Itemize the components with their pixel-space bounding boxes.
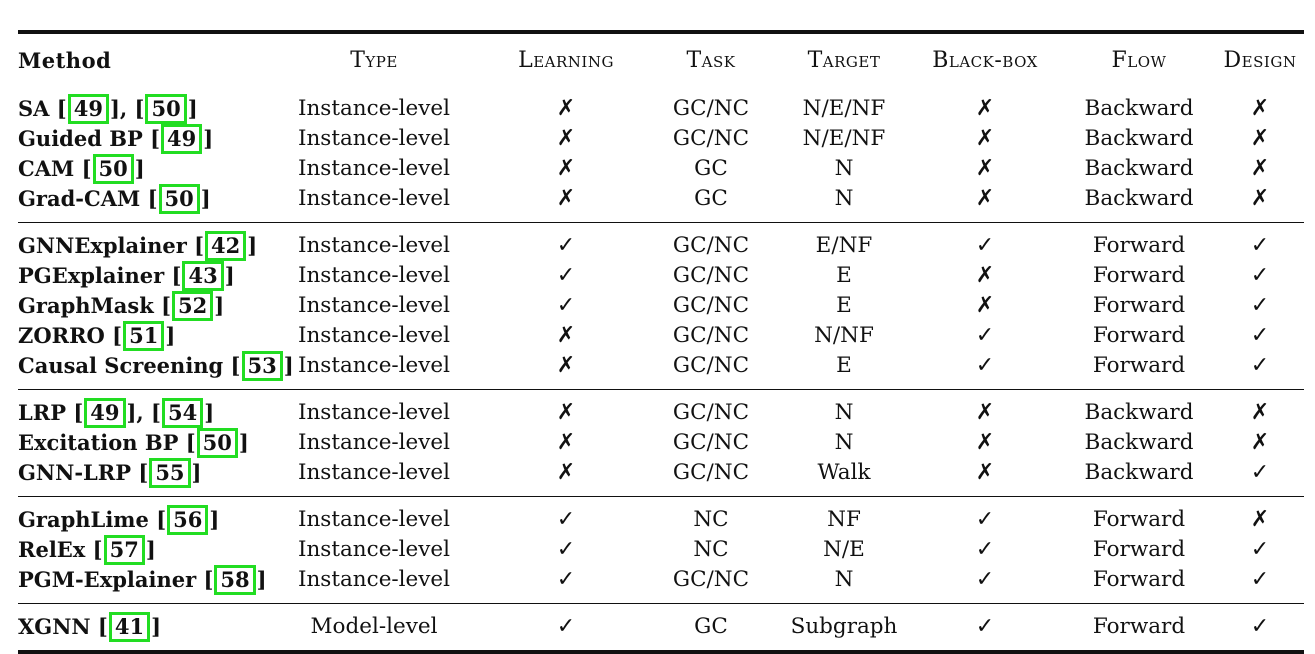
method-cell: LRP [ 49 ], [ 54 ] [18, 390, 258, 429]
methods-comparison-table [18, 30, 1304, 654]
method-name: CAM [18, 156, 75, 181]
flow-cell: Forward [1092, 323, 1186, 349]
method-name: PGM-Explainer [18, 567, 197, 592]
task-cell: GC/NC [672, 263, 750, 289]
type-cell: Instance-level [297, 353, 451, 379]
type-cell: Instance-level [297, 567, 451, 593]
citation-link[interactable]: 52 [172, 291, 213, 321]
method-name: Grad-CAM [18, 186, 141, 211]
flow-cell: Forward [1092, 614, 1186, 640]
blackbox-cell: ✗ [975, 186, 995, 212]
header-method: Method [18, 47, 112, 73]
methods-comparison-table-container [18, 30, 1304, 654]
method-name: GNN-LRP [18, 460, 132, 485]
design-cell: ✓ [1250, 567, 1270, 593]
task-cell: GC/NC [672, 460, 750, 486]
blackbox-cell: ✗ [975, 293, 995, 319]
citation-link[interactable]: 49 [161, 124, 202, 154]
type-cell: Instance-level [297, 156, 451, 182]
method-cell: Excitation BP [ 50 ] [18, 428, 258, 458]
header-type: Type [350, 47, 398, 73]
learning-cell: ✓ [556, 537, 576, 563]
method-name: XGNN [18, 614, 91, 639]
table-row [18, 154, 1304, 184]
method-cell: SA [ 49 ], [ 50 ] [18, 86, 258, 124]
learning-cell: ✗ [556, 323, 576, 349]
flow-cell: Forward [1092, 567, 1186, 593]
type-cell: Instance-level [297, 507, 451, 533]
table-row [18, 390, 1304, 429]
method-cell: XGNN [ 41 ] [18, 604, 258, 653]
learning-cell: ✓ [556, 507, 576, 533]
design-cell: ✓ [1250, 323, 1270, 349]
flow-cell: Backward [1084, 460, 1194, 486]
type-cell: Model-level [310, 614, 438, 640]
table-row [18, 428, 1304, 458]
method-name: ZORRO [18, 323, 105, 348]
flow-cell: Forward [1092, 507, 1186, 533]
method-name: GraphMask [18, 293, 154, 318]
method-cell: RelEx [ 57 ] [18, 535, 258, 565]
citation-link[interactable]: 53 [242, 351, 283, 381]
design-cell: ✗ [1250, 156, 1270, 182]
header-design: Design [1223, 47, 1297, 73]
table-row [18, 535, 1304, 565]
method-cell: ZORRO [ 51 ] [18, 321, 258, 351]
design-cell: ✗ [1250, 400, 1270, 426]
blackbox-cell: ✗ [975, 263, 995, 289]
design-cell: ✓ [1250, 263, 1270, 289]
blackbox-cell: ✗ [975, 460, 995, 486]
blackbox-cell: ✗ [975, 430, 995, 456]
method-cell: Grad-CAM [ 50 ] [18, 184, 258, 223]
design-cell: ✗ [1250, 430, 1270, 456]
task-cell: NC [693, 537, 729, 563]
blackbox-cell: ✗ [975, 400, 995, 426]
target-cell: Subgraph [790, 614, 898, 640]
flow-cell: Backward [1084, 430, 1194, 456]
type-cell: Instance-level [297, 126, 451, 152]
citation-link[interactable]: 55 [149, 458, 190, 488]
method-cell: GNN-LRP [ 55 ] [18, 458, 258, 497]
flow-cell: Forward [1092, 293, 1186, 319]
target-cell: N [834, 400, 854, 426]
blackbox-cell: ✓ [975, 353, 995, 379]
citation-link[interactable]: 50 [93, 154, 134, 184]
task-cell: GC/NC [672, 567, 750, 593]
citation-link[interactable]: 49 [84, 398, 125, 428]
design-cell: ✓ [1250, 614, 1270, 640]
method-name: SA [18, 96, 50, 121]
method-cell: GNNExplainer [ 42 ] [18, 223, 258, 262]
design-cell: ✓ [1250, 293, 1270, 319]
table-row [18, 124, 1304, 154]
learning-cell: ✗ [556, 400, 576, 426]
method-name: LRP [18, 400, 67, 425]
table-row [18, 321, 1304, 351]
target-cell: N [834, 156, 854, 182]
method-name: GraphLime [18, 507, 149, 532]
method-name: Causal Screening [18, 353, 224, 378]
task-cell: GC/NC [672, 353, 750, 379]
method-cell: PGM-Explainer [ 58 ] [18, 565, 258, 604]
header-target: Target [807, 47, 881, 73]
method-name: RelEx [18, 537, 86, 562]
task-cell: GC [694, 156, 728, 182]
target-cell: N [834, 186, 854, 212]
table-row [18, 261, 1304, 291]
header-blackbox: Black-box [932, 47, 1038, 73]
method-cell: GraphMask [ 52 ] [18, 291, 258, 321]
header-flow: Flow [1111, 47, 1167, 73]
blackbox-cell: ✓ [975, 323, 995, 349]
blackbox-cell: ✗ [975, 156, 995, 182]
target-cell: E [836, 353, 852, 379]
flow-cell: Backward [1084, 156, 1194, 182]
flow-cell: Backward [1084, 400, 1194, 426]
learning-cell: ✗ [556, 430, 576, 456]
citation-link[interactable]: 43 [182, 261, 223, 291]
flow-cell: Forward [1092, 353, 1186, 379]
table-row [18, 497, 1304, 536]
header-learning: Learning [518, 47, 614, 73]
target-cell: E [836, 293, 852, 319]
learning-cell: ✗ [556, 156, 576, 182]
citation-link[interactable]: 41 [109, 612, 150, 642]
blackbox-cell: ✗ [975, 96, 995, 122]
target-cell: NF [827, 507, 861, 533]
blackbox-cell: ✗ [975, 126, 995, 152]
blackbox-cell: ✓ [975, 537, 995, 563]
target-cell: Walk [817, 460, 871, 486]
learning-cell: ✓ [556, 293, 576, 319]
target-cell: E/NF [815, 233, 873, 259]
flow-cell: Forward [1092, 537, 1186, 563]
citation-link[interactable]: 54 [162, 398, 203, 428]
method-name: Guided BP [18, 126, 143, 151]
design-cell: ✗ [1250, 186, 1270, 212]
learning-cell: ✗ [556, 96, 576, 122]
method-cell: GraphLime [ 56 ] [18, 497, 258, 536]
type-cell: Instance-level [297, 263, 451, 289]
target-cell: N [834, 430, 854, 456]
learning-cell: ✓ [556, 614, 576, 640]
type-cell: Instance-level [297, 186, 451, 212]
learning-cell: ✗ [556, 126, 576, 152]
citation-link[interactable]: 58 [214, 565, 255, 595]
table-row [18, 223, 1304, 262]
type-cell: Instance-level [297, 537, 451, 563]
learning-cell: ✓ [556, 567, 576, 593]
learning-cell: ✗ [556, 353, 576, 379]
task-cell: GC/NC [672, 400, 750, 426]
table-row [18, 565, 1304, 604]
method-cell: Guided BP [ 49 ] [18, 124, 258, 154]
task-cell: GC/NC [672, 323, 750, 349]
design-cell: ✓ [1250, 233, 1270, 259]
target-cell: N/E/NF [802, 96, 886, 122]
task-cell: NC [693, 507, 729, 533]
method-name: GNNExplainer [18, 233, 187, 258]
flow-cell: Backward [1084, 126, 1194, 152]
target-cell: N/E [823, 537, 865, 563]
table-body [18, 86, 1304, 652]
method-cell: PGExplainer [ 43 ] [18, 261, 258, 291]
citation-link[interactable]: 49 [68, 94, 109, 124]
task-cell: GC [694, 186, 728, 212]
citation-link[interactable]: 42 [205, 231, 246, 261]
target-cell: E [836, 263, 852, 289]
design-cell: ✓ [1250, 537, 1270, 563]
learning-cell: ✓ [556, 263, 576, 289]
target-cell: N [834, 567, 854, 593]
method-name: Excitation BP [18, 430, 179, 455]
task-cell: GC [694, 614, 728, 640]
type-cell: Instance-level [297, 323, 451, 349]
table-row [18, 604, 1304, 653]
target-cell: N/NF [814, 323, 874, 349]
blackbox-cell: ✓ [975, 507, 995, 533]
task-cell: GC/NC [672, 126, 750, 152]
design-cell: ✓ [1250, 460, 1270, 486]
header-task: Task [686, 47, 736, 73]
citation-link[interactable]: 50 [197, 428, 238, 458]
design-cell: ✗ [1250, 507, 1270, 533]
method-name: PGExplainer [18, 263, 165, 288]
learning-cell: ✗ [556, 186, 576, 212]
blackbox-cell: ✓ [975, 233, 995, 259]
type-cell: Instance-level [297, 233, 451, 259]
type-cell: Instance-level [297, 460, 451, 486]
table-row [18, 86, 1304, 124]
learning-cell: ✓ [556, 233, 576, 259]
type-cell: Instance-level [297, 430, 451, 456]
table-row [18, 291, 1304, 321]
method-cell: CAM [ 50 ] [18, 154, 258, 184]
task-cell: GC/NC [672, 233, 750, 259]
citation-link[interactable]: 57 [104, 535, 145, 565]
blackbox-cell: ✓ [975, 567, 995, 593]
citation-link[interactable]: 50 [145, 94, 186, 124]
learning-cell: ✗ [556, 460, 576, 486]
target-cell: N/E/NF [802, 126, 886, 152]
design-cell: ✗ [1250, 96, 1270, 122]
design-cell: ✓ [1250, 353, 1270, 379]
blackbox-cell: ✓ [975, 614, 995, 640]
flow-cell: Backward [1084, 186, 1194, 212]
task-cell: GC/NC [672, 430, 750, 456]
type-cell: Instance-level [297, 400, 451, 426]
task-cell: GC/NC [672, 293, 750, 319]
table-row [18, 458, 1304, 497]
task-cell: GC/NC [672, 96, 750, 122]
type-cell: Instance-level [297, 96, 451, 122]
design-cell: ✗ [1250, 126, 1270, 152]
flow-cell: Backward [1084, 96, 1194, 122]
flow-cell: Forward [1092, 233, 1186, 259]
flow-cell: Forward [1092, 263, 1186, 289]
citation-link[interactable]: 56 [167, 505, 208, 535]
table-row [18, 351, 1304, 390]
citation-link[interactable]: 51 [123, 321, 164, 351]
table-row [18, 184, 1304, 223]
type-cell: Instance-level [297, 293, 451, 319]
header-row [18, 32, 1304, 86]
method-cell: Causal Screening [ 53 ] [18, 351, 258, 390]
citation-link[interactable]: 50 [159, 184, 200, 214]
